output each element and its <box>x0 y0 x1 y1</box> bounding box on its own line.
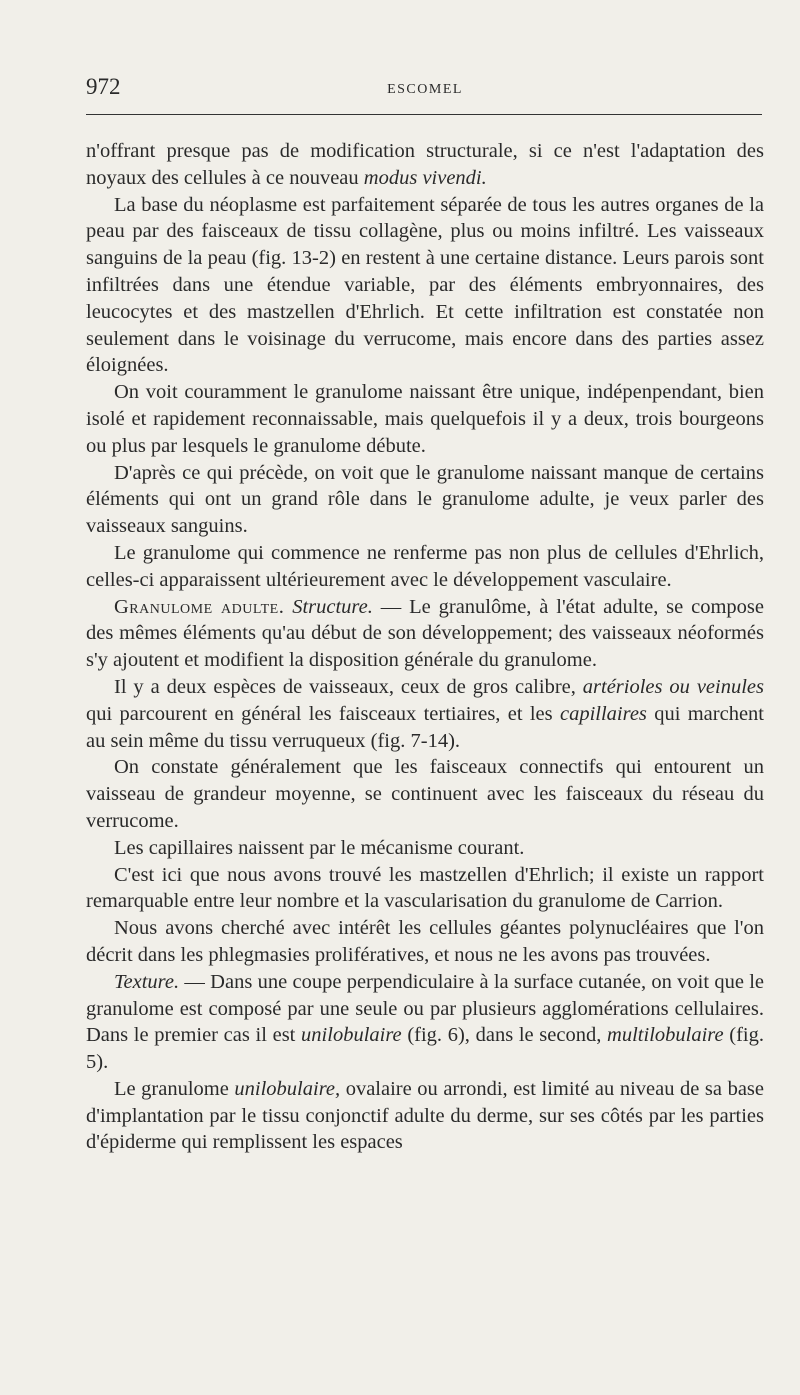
page-number: 972 <box>86 74 121 99</box>
text-run: La base du néoplasme est parfaitement séparée de tous les autres organes de la peau par des faisceaux de tissu collagène, plus ou moins infiltré. Les vaisseaux sanguins de la peau (fig. 13-2) en restent à une certaine distance. Leurs parois sont infiltrées dans une étendue variable, par des éléments embryonnaires, des leucocytes et des mastzellen d'Ehrlich. Et cette infiltration est constatée non seulement dans le voisinage du verrucome, mais encore dans des parties assez éloignées. <box>86 193 764 377</box>
paragraph <box>86 594 764 674</box>
page-header <box>86 74 764 104</box>
paragraph <box>86 460 764 540</box>
italic-text: artérioles ou veinules <box>582 675 764 698</box>
text-run: ovalaire ou arrondi, est limité au niveau de sa base d'implantation par le tissu conjonctif adulte du derme, sur ses côtés par les parties d'épiderme qui remplissent les espaces <box>86 1077 764 1154</box>
paragraph <box>86 862 764 916</box>
text-run: qui marchent au sein même du tissu verruqueux (fig. 7-14). <box>86 702 765 752</box>
italic-text: modus vivendi. <box>363 166 487 189</box>
paragraph <box>86 915 764 969</box>
text-run: On voit couramment le granulome naissant être unique, indépenpendant, bien isolé et rapidement reconnaissable, mais quelquefois il y a deux, trois bourgeons ou plus par lesquels le granulome débute. <box>86 381 764 457</box>
text-run: (fig. 5). <box>86 1024 764 1074</box>
header-rule <box>86 114 762 115</box>
paragraph <box>86 674 764 754</box>
italic-text: multilobulaire <box>607 1024 724 1047</box>
running-head: ESCOMEL <box>387 82 463 97</box>
paragraph <box>86 1076 764 1156</box>
italic-text: unilobulaire <box>301 1024 402 1047</box>
text-run: Les capillaires naissent par le mécanisme courant. <box>114 836 525 859</box>
text-run: Nous avons cherché avec intérêt les cellules géantes polynucléaires que l'on décrit dans les phlegmasies prolifératives, et nous ne les avons pas trouvées. <box>86 917 764 966</box>
paragraph <box>86 138 764 192</box>
paragraph <box>86 969 764 1076</box>
text-run: Le granulome qui commence ne renferme pas non plus de cellules d'Ehrlich, celles-ci apparaissent ultérieurement avec le développement vasculaire. <box>86 541 764 591</box>
paragraph <box>86 835 764 862</box>
text-run: — Dans une coupe perpendiculaire à la surface cutanée, on voit que le granulome est composé par une seule ou par plusieurs agglomérations cellulaires. Dans le premier cas il est <box>86 970 764 1047</box>
text-run: — Le granulôme, à l'état adulte, se compose des mêmes éléments qu'au début de son développement; des vaisseaux néoformés s'y ajoutent et modifient la disposition générale du granulome. <box>86 595 765 672</box>
text-run: Le granulome <box>114 1077 235 1100</box>
text-run: qui parcourent en général les faisceaux tertiaires, et les <box>86 702 560 725</box>
body-text <box>86 138 764 1156</box>
text-run: D'après ce qui précède, on voit que le granulome naissant manque de certains éléments qui ont un grand rôle dans le granulome adulte, je veux parler des vaisseaux sanguins. <box>86 461 764 538</box>
italic-text: unilobulaire, <box>234 1077 341 1100</box>
italic-text: Texture. <box>114 970 180 993</box>
paragraph <box>86 379 764 459</box>
text-run: n'offrant presque pas de modification structurale, si ce n'est l'adaptation des noyaux des cellules à ce nouveau <box>86 140 764 189</box>
text-run: On constate généralement que les faisceaux connectifs qui entourent un vaisseau de grandeur moyenne, se continuent avec les faisceaux du réseau du verrucome. <box>86 756 764 832</box>
paragraph <box>86 754 764 834</box>
text-run: C'est ici que nous avons trouvé les mastzellen d'Ehrlich; il existe un rapport remarquable entre leur nombre et la vascularisation du granulome de Carrion. <box>86 863 764 913</box>
section-heading: Granulome adulte. <box>114 595 285 618</box>
italic-text: Structure. <box>292 595 373 618</box>
text-run: (fig. 6), dans le second, <box>401 1024 608 1047</box>
paragraph <box>86 192 764 380</box>
text-run: Il y a deux espèces de vaisseaux, ceux de gros calibre, <box>114 675 583 698</box>
italic-text: capillaires <box>559 702 647 725</box>
paragraph <box>86 540 764 594</box>
